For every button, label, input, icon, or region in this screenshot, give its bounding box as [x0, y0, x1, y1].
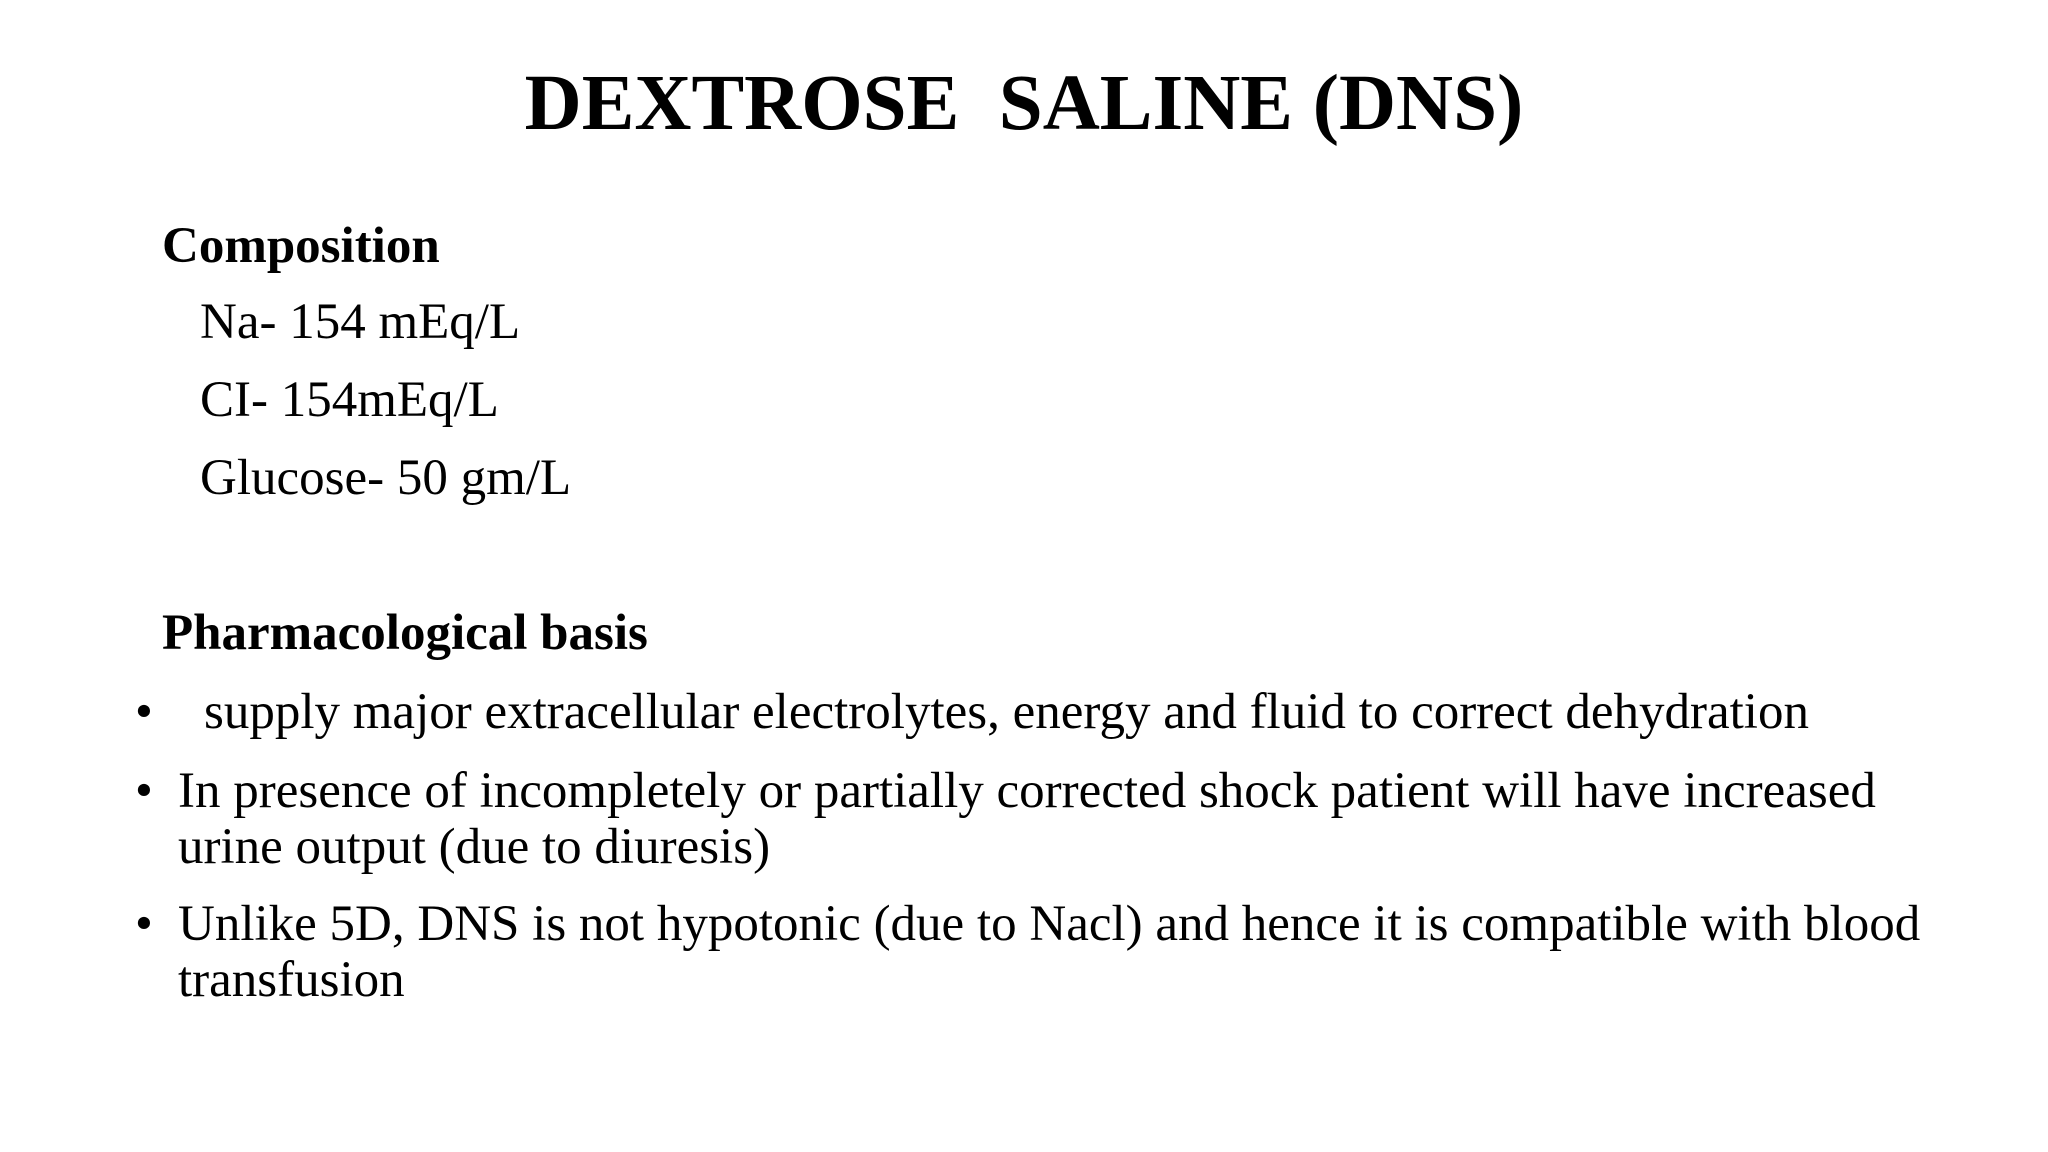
bullet-text-shock-diuresis: In presence of incompletely or partially corrected shock patient will have increased urine output (due to diuresis): [178, 763, 1876, 875]
pharmacology-heading: Pharmacological basis: [162, 605, 648, 661]
composition-item-sodium: Na- 154 mEq/L: [200, 294, 521, 350]
bullet-marker: •: [135, 763, 153, 819]
bullet-text-blood-transfusion: Unlike 5D, DNS is not hypotonic (due to Nacl) and hence it is compatible with blood transfusion: [178, 896, 1921, 1008]
bullet-text-electrolytes: supply major extracellular electrolytes, energy and fluid to correct dehydration: [204, 684, 1809, 740]
bullet-marker: •: [135, 684, 153, 740]
composition-item-glucose: Glucose- 50 gm/L: [200, 450, 572, 506]
slide-title: DEXTROSE SALINE (DNS): [524, 60, 1524, 147]
composition-heading: Composition: [162, 218, 440, 274]
composition-item-chloride: CI- 154mEq/L: [200, 372, 499, 428]
bullet-marker: •: [135, 896, 153, 952]
